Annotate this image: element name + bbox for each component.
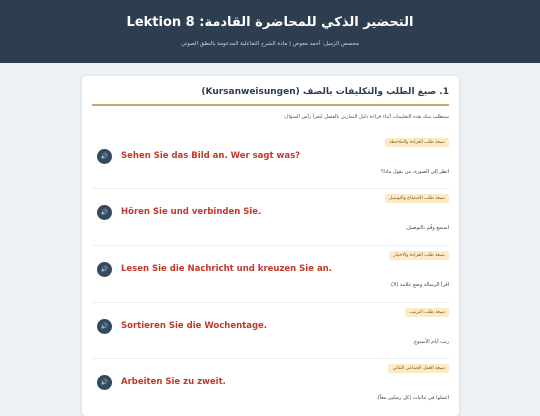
arabic-translation: استمع وقُم بالتوصيل.	[405, 225, 449, 231]
instruction-item	[82, 245, 459, 301]
audio-play-icon[interactable]: 🔊	[97, 262, 112, 277]
instruction-tag: صيغة طلب القراءة والملاحظة	[385, 138, 449, 147]
section-intro: ستطلب منك هذه التعليمات أثناء قراءة دليل التمارين بالفصل لتقرأ رأس السؤال:	[283, 114, 449, 120]
audio-play-icon[interactable]: 🔊	[97, 319, 112, 334]
instruction-tag: صيغة طلب القراءة والاختيار	[389, 251, 449, 260]
item-divider	[92, 302, 449, 303]
arabic-translation: اقرأ الرسالة وضع علامة (X).	[389, 282, 449, 288]
instruction-item	[82, 302, 459, 358]
page-header	[0, 0, 540, 63]
section-card	[82, 76, 459, 416]
section-title: 1. صيغ الطلب والتكليفات بالصف (Kursanweisungen)	[201, 87, 449, 97]
audio-play-icon[interactable]: 🔊	[97, 375, 112, 390]
instruction-tag: صيغة طلب الترتيب	[405, 308, 449, 317]
arabic-translation: انظر إلى الصورة. من يقول ماذا؟	[380, 169, 449, 175]
item-divider	[92, 358, 449, 359]
page-subtitle: مخصص الزميل: أحمد معوض | مادة الشرح التفاعلية المدعومة بالنطق الصوتي	[181, 41, 359, 47]
german-phrase: Hören Sie und verbinden Sie.	[121, 207, 262, 217]
instruction-tag: صيغة طلب الاستماع والتوصيل	[385, 194, 449, 203]
german-phrase: Sehen Sie das Bild an. Wer sagt was?	[121, 151, 301, 161]
item-divider	[92, 245, 449, 246]
instruction-tag: صيغة العمل الجماعي الثنائي	[388, 364, 449, 373]
instruction-item	[82, 132, 459, 188]
german-phrase: Sortieren Sie die Wochentage.	[121, 321, 268, 331]
page-title: التحضير الذكي للمحاضرة القادمة: Lektion 8	[126, 15, 414, 30]
arabic-translation: اعملوا في ثنائيات (كل زميلين معاً).	[376, 395, 449, 401]
audio-play-icon[interactable]: 🔊	[97, 205, 112, 220]
instruction-item	[82, 188, 459, 244]
arabic-translation: رتب أيام الأسبوع.	[412, 339, 449, 345]
section-divider	[92, 104, 449, 106]
item-divider	[92, 188, 449, 189]
german-phrase: Arbeiten Sie zu zweit.	[121, 377, 226, 387]
audio-play-icon[interactable]: 🔊	[97, 149, 112, 164]
german-phrase: Lesen Sie die Nachricht und kreuzen Sie an.	[121, 264, 332, 274]
instruction-item	[82, 358, 459, 414]
